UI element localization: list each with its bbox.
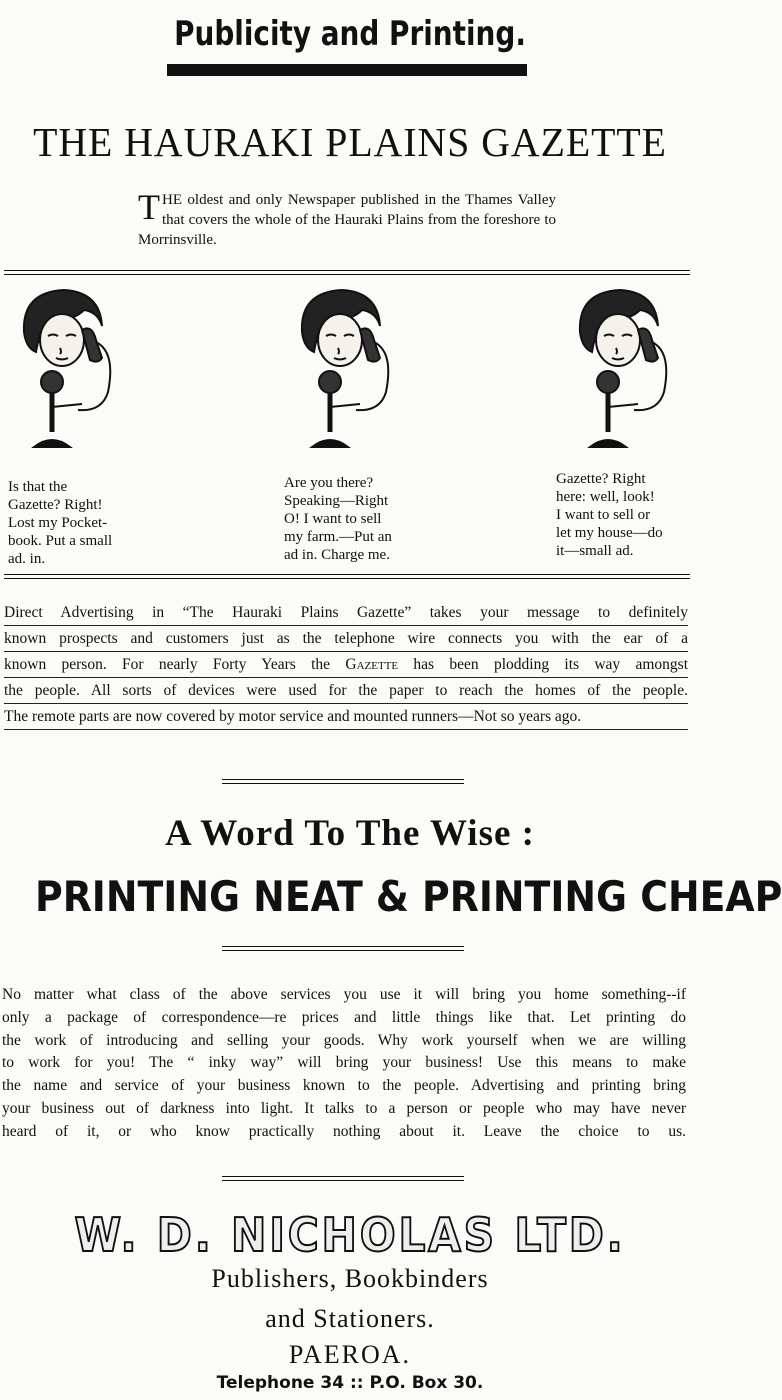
contact-line: Telephone 34 :: P.O. Box 30. (216, 1373, 484, 1393)
caption-line: I want to sell or (556, 507, 651, 523)
short-divider (222, 779, 464, 784)
caption-line: ad. in. (8, 551, 46, 567)
printing-heading: PRINTING NEAT & PRINTING CHEAP (35, 872, 782, 921)
company-name: W. D. NICHOLAS LTD. (74, 1208, 626, 1262)
caption-line: Speaking—Right (284, 493, 389, 509)
paragraph-line: known prospects and customers just as the telephone wire connects you with the ear of a (4, 626, 688, 652)
paragraph-line: the work of introducing and selling your goods. Why work yourself when we are willing (2, 1031, 686, 1049)
caption-line: Are you there? (284, 475, 374, 491)
caption-line: Is that the (8, 479, 68, 495)
caption-line: my farm.—Put an (284, 529, 392, 545)
line-text: has been plodding its way amongst (398, 656, 688, 673)
intro-paragraph (138, 187, 556, 250)
newspaper-name: THE HAURAKI PLAINS GAZETTE (33, 119, 667, 165)
caption-line: Lost my Pocket- (8, 515, 108, 531)
caption-1 (8, 478, 158, 568)
paragraph-line: the people. All sorts of devices were used for the paper to reach the homes of the people. (4, 678, 688, 704)
caption-line: Gazette? Right! (8, 497, 103, 513)
caption-line: let my house—do (556, 525, 663, 541)
caption-3 (556, 470, 691, 560)
paragraph-line: the name and service of your business known to the people. Advertising and printing bring (2, 1077, 686, 1095)
telephone-lady-illustration (568, 282, 688, 462)
town-name: PAEROA. (288, 1340, 412, 1369)
paragraph-line: Direct Advertising in “The Hauraki Plains Gazette” takes your message to definitely (4, 600, 688, 626)
advertising-paragraph (4, 600, 688, 730)
caption-line: book. Put a small (8, 533, 113, 549)
section-title: Publicity and Printing. (174, 14, 526, 54)
caption-line: it—small ad. (556, 543, 634, 559)
printing-paragraph (2, 984, 686, 1144)
paragraph-line: only a package of correspondence—re prices and little things like that. Let printing do (2, 1008, 686, 1026)
paragraph-line (4, 652, 688, 678)
caption-2 (284, 474, 424, 564)
telephone-lady-illustration (290, 282, 410, 462)
drop-cap: T (138, 187, 160, 227)
line-text: known person. For nearly Forty Years the (4, 656, 346, 673)
caption-line: Gazette? Right (556, 471, 646, 487)
caption-line: here: well, look! (556, 489, 655, 505)
paragraph-line: The remote parts are now covered by motor service and mounted runners—Not so years ago. (4, 704, 688, 730)
title-underline-bar (167, 64, 527, 76)
intro-text: HE oldest and only Newspaper published in the Thames Valley that covers the whole of the Hauraki Plains from the foreshore to Morrinsville. (138, 192, 556, 248)
short-divider (222, 946, 464, 951)
business-type-line-2: and Stationers. (265, 1304, 435, 1333)
paragraph-line: your business out of darkness into light. It talks to a person or people who may have never (2, 1099, 686, 1117)
paragraph-line: to work for you! The “ inky way” will bring your business! Use this means to make (2, 1054, 686, 1072)
divider-rule (4, 574, 690, 579)
telephone-lady-illustration (12, 282, 132, 462)
divider-rule (4, 270, 690, 275)
caption-line: O! I want to sell (284, 511, 382, 527)
wise-heading: A Word To The Wise : (165, 813, 535, 854)
paragraph-line: heard of it, or who know practically nothing about it. Leave the choice to us. (2, 1122, 686, 1140)
business-type-line-1: Publishers, Bookbinders (211, 1264, 489, 1293)
short-divider (222, 1176, 464, 1181)
caption-line: ad in. Charge me. (284, 547, 390, 563)
paragraph-line: No matter what class of the above services you use it will bring you home something--if (2, 986, 686, 1003)
gazette-name: Gazette (345, 656, 399, 673)
